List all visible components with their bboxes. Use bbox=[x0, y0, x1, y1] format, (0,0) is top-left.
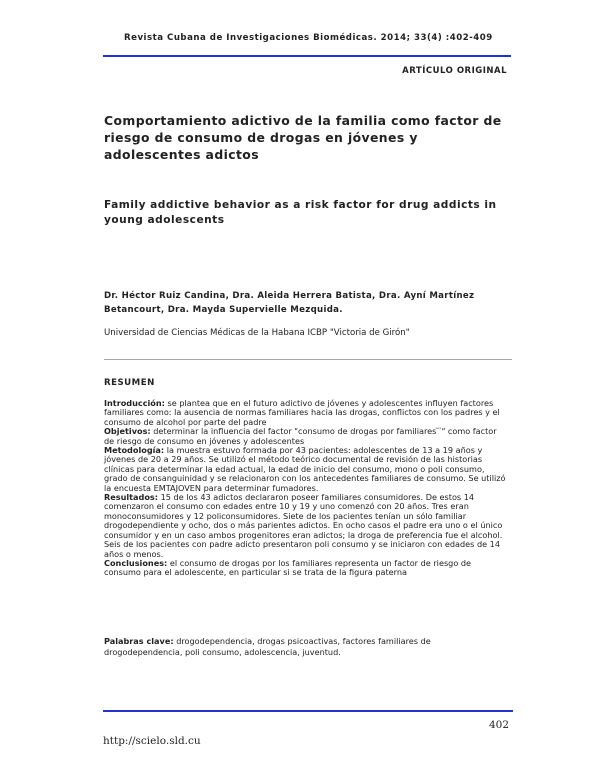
abstract-text: determinar la influencia del factor "consumo de drogas por familiares ̈ ̈" como factor de riesgo de consumo en jóvenes y adolescentes bbox=[104, 426, 497, 446]
title-spanish: Comportamiento adictivo de la familia como factor de riesgo de consumo de drogas en jóvenes y adolescentes adictos bbox=[104, 113, 502, 162]
keywords-text: drogodependencia, drogas psicoactivas, factores familiares de drogodependencia, poli consumo, adolescencia, juventud. bbox=[104, 636, 431, 657]
abstract-metodologia bbox=[104, 446, 508, 493]
abstract-body bbox=[104, 399, 508, 578]
journal-header bbox=[103, 31, 511, 57]
abstract-label: Metodología: bbox=[104, 445, 165, 456]
page-number: 402 bbox=[488, 719, 509, 731]
abstract-label: Resultados: bbox=[104, 492, 159, 503]
resumen-heading: RESUMEN bbox=[104, 378, 155, 388]
abstract-label: Objetivos: bbox=[104, 426, 151, 437]
keywords-label: Palabras clave: bbox=[104, 636, 174, 646]
abstract-resultados bbox=[104, 493, 508, 559]
affiliation: Universidad de Ciencias Médicas de la Habana ICBP "Victoria de Girón" bbox=[104, 328, 410, 338]
abstract-text: el consumo de drogas por los familiares representa un factor de riesgo de consumo para el adolescente, en particular si se trata de la figura paterna bbox=[104, 557, 472, 578]
abstract-label: Introducción: bbox=[104, 398, 165, 408]
journal-citation: Revista Cubana de Investigaciones Biomédicas. 2014; 33(4) :402-409 bbox=[124, 33, 493, 43]
abstract-label: Conclusiones: bbox=[104, 557, 168, 568]
abstract-introduccion bbox=[104, 399, 508, 427]
section-divider-top bbox=[104, 359, 512, 360]
abstract-objetivos bbox=[104, 427, 508, 446]
footer-url-link[interactable]: http://scielo.sld.cu bbox=[103, 735, 201, 747]
authors-list: Dr. Héctor Ruiz Candina, Dra. Aleida Herrera Batista, Dra. Ayní Martínez Betancourt, Dra. Mayda Supervielle Mezquida. bbox=[104, 291, 475, 315]
abstract-text: se plantea que en el futuro adictivo de jóvenes y adolescentes influyen factores familiares como: la ausencia de normas familiares hacia las drogas, conflictos con los padres y el consumo de alcohol por parte del padre bbox=[104, 398, 500, 427]
article-type-label: ARTÍCULO ORIGINAL bbox=[402, 66, 507, 76]
title-english: Family addictive behavior as a risk factor for drug addicts in young adolescents bbox=[104, 199, 497, 226]
abstract-text: la muestra estuvo formada por 43 pacientes: adolescentes de 13 a 19 años y jóvenes de 20 a 29 años. Se utilizó el método teórico documental de revisión de las historias clínicas para determinar la edad actual, la edad de inicio del consumo, mono o poli consumo, grado de consanguinidad y se relacionaron con los antecedentes familiares de consumo. Se utilizó la encuesta EMTAJOVEN para determinar fumadores. bbox=[104, 445, 506, 493]
abstract-text: 15 de los 43 adictos declararon poseer familiares consumidores. De estos 14 comenzaron el consumo con edades entre 10 y 19 y uno comenzó con 20 años. Tres eran monoconsumidores y 12 policonsumidores. Siete de los pacientes tenían un sólo familiar drogodependiente y ocho, dos o más parientes adictos. En ocho casos el padre era uno o el único consumidor y en un caso ambos progenitores eran adictos; la droga de preferencia fue el alcohol. Seis de los pacientes con padre adicto presentaron poli consumo y se iniciaron con edades de 14 años o menos. bbox=[104, 492, 503, 559]
footer-rule bbox=[103, 710, 513, 712]
abstract-conclusiones bbox=[104, 559, 508, 578]
keywords bbox=[104, 636, 508, 657]
